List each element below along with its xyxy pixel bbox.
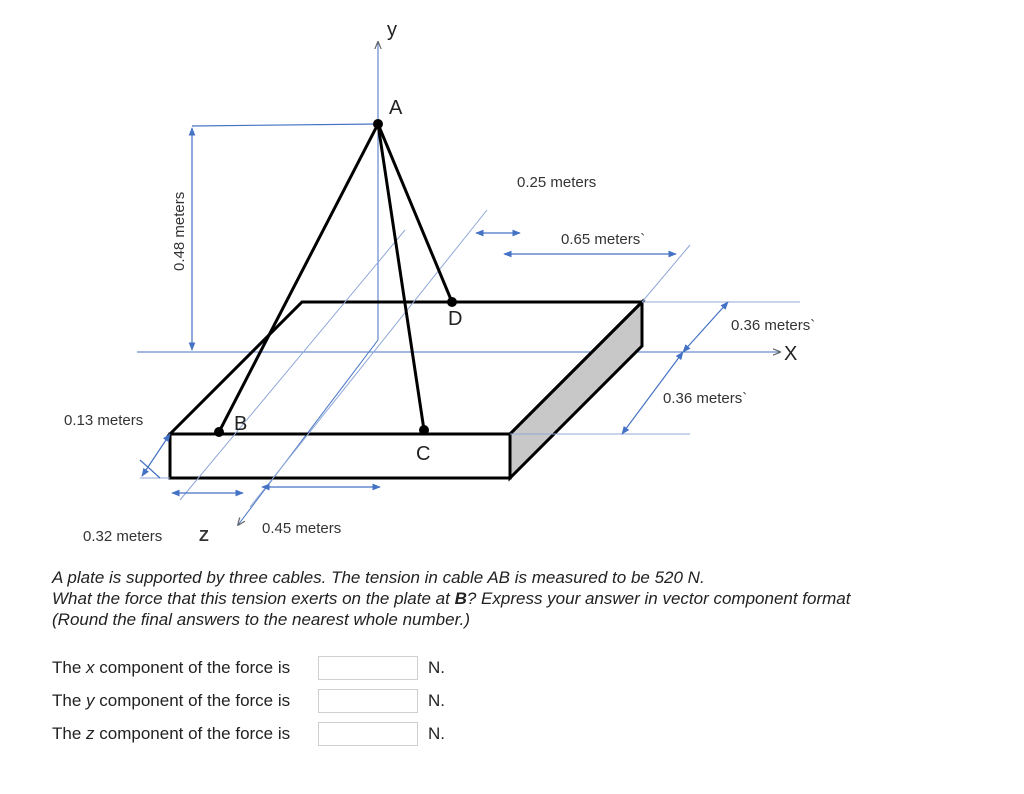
- answer-row-x: [52, 653, 445, 682]
- problem-statement: [52, 567, 992, 630]
- cable-ad: [378, 124, 452, 302]
- label-z-axis: Z: [199, 528, 209, 545]
- point-b-ref: B: [454, 589, 467, 608]
- label-x-axis: X: [784, 343, 798, 365]
- unit-label-z: N.: [428, 723, 445, 743]
- coordinate-axes: [137, 42, 780, 525]
- construction-lines: [140, 210, 800, 507]
- problem-line-1: A plate is supported by three cables. The tension in cable AB is measured to be 520 N.: [52, 568, 705, 587]
- dim-z-left: 0.32 meters: [83, 528, 163, 545]
- answer-prompt-x: The x component of the force is: [52, 657, 291, 677]
- dim-d2: 0.65 meters`: [561, 231, 646, 248]
- dim-height: 0.48 meters: [171, 191, 188, 271]
- point-d: [447, 297, 457, 307]
- unit-label-x: N.: [428, 657, 445, 677]
- label-y-axis: y: [387, 19, 397, 41]
- dim-x-top: 0.36 meters`: [731, 317, 816, 334]
- plate-front-face: [170, 434, 510, 478]
- attachment-points: [214, 119, 457, 437]
- answer-prompt-z: The z component of the force is: [52, 723, 291, 743]
- point-a: [373, 119, 383, 129]
- plate-side-face: [510, 302, 642, 478]
- label-a: A: [389, 97, 403, 119]
- dim-z-right: 0.45 meters: [262, 520, 342, 537]
- unit-label-y: N.: [428, 690, 445, 710]
- point-c: [419, 425, 429, 435]
- problem-line-2: What the force that this tension exerts on the plate at B? Express your answer in vector component format: [52, 589, 851, 608]
- label-c: C: [416, 443, 431, 465]
- y-component-input[interactable]: [318, 689, 418, 713]
- x-component-input[interactable]: [318, 656, 418, 680]
- answer-row-z: [52, 719, 445, 748]
- answer-row-y: [52, 686, 445, 715]
- label-b: B: [234, 413, 248, 435]
- dim-thickness: 0.13 meters: [64, 412, 144, 429]
- dim-d1: 0.25 meters: [517, 174, 597, 191]
- dim-x-bottom: 0.36 meters`: [663, 390, 748, 407]
- label-d: D: [448, 308, 463, 330]
- cable-ac: [378, 124, 424, 430]
- answer-prompt-y: The y component of the force is: [52, 690, 291, 710]
- point-b: [214, 427, 224, 437]
- problem-line-3: (Round the final answers to the nearest whole number.): [52, 610, 470, 629]
- cables: [219, 124, 452, 432]
- cable-ab: [219, 124, 378, 432]
- z-component-input[interactable]: [318, 722, 418, 746]
